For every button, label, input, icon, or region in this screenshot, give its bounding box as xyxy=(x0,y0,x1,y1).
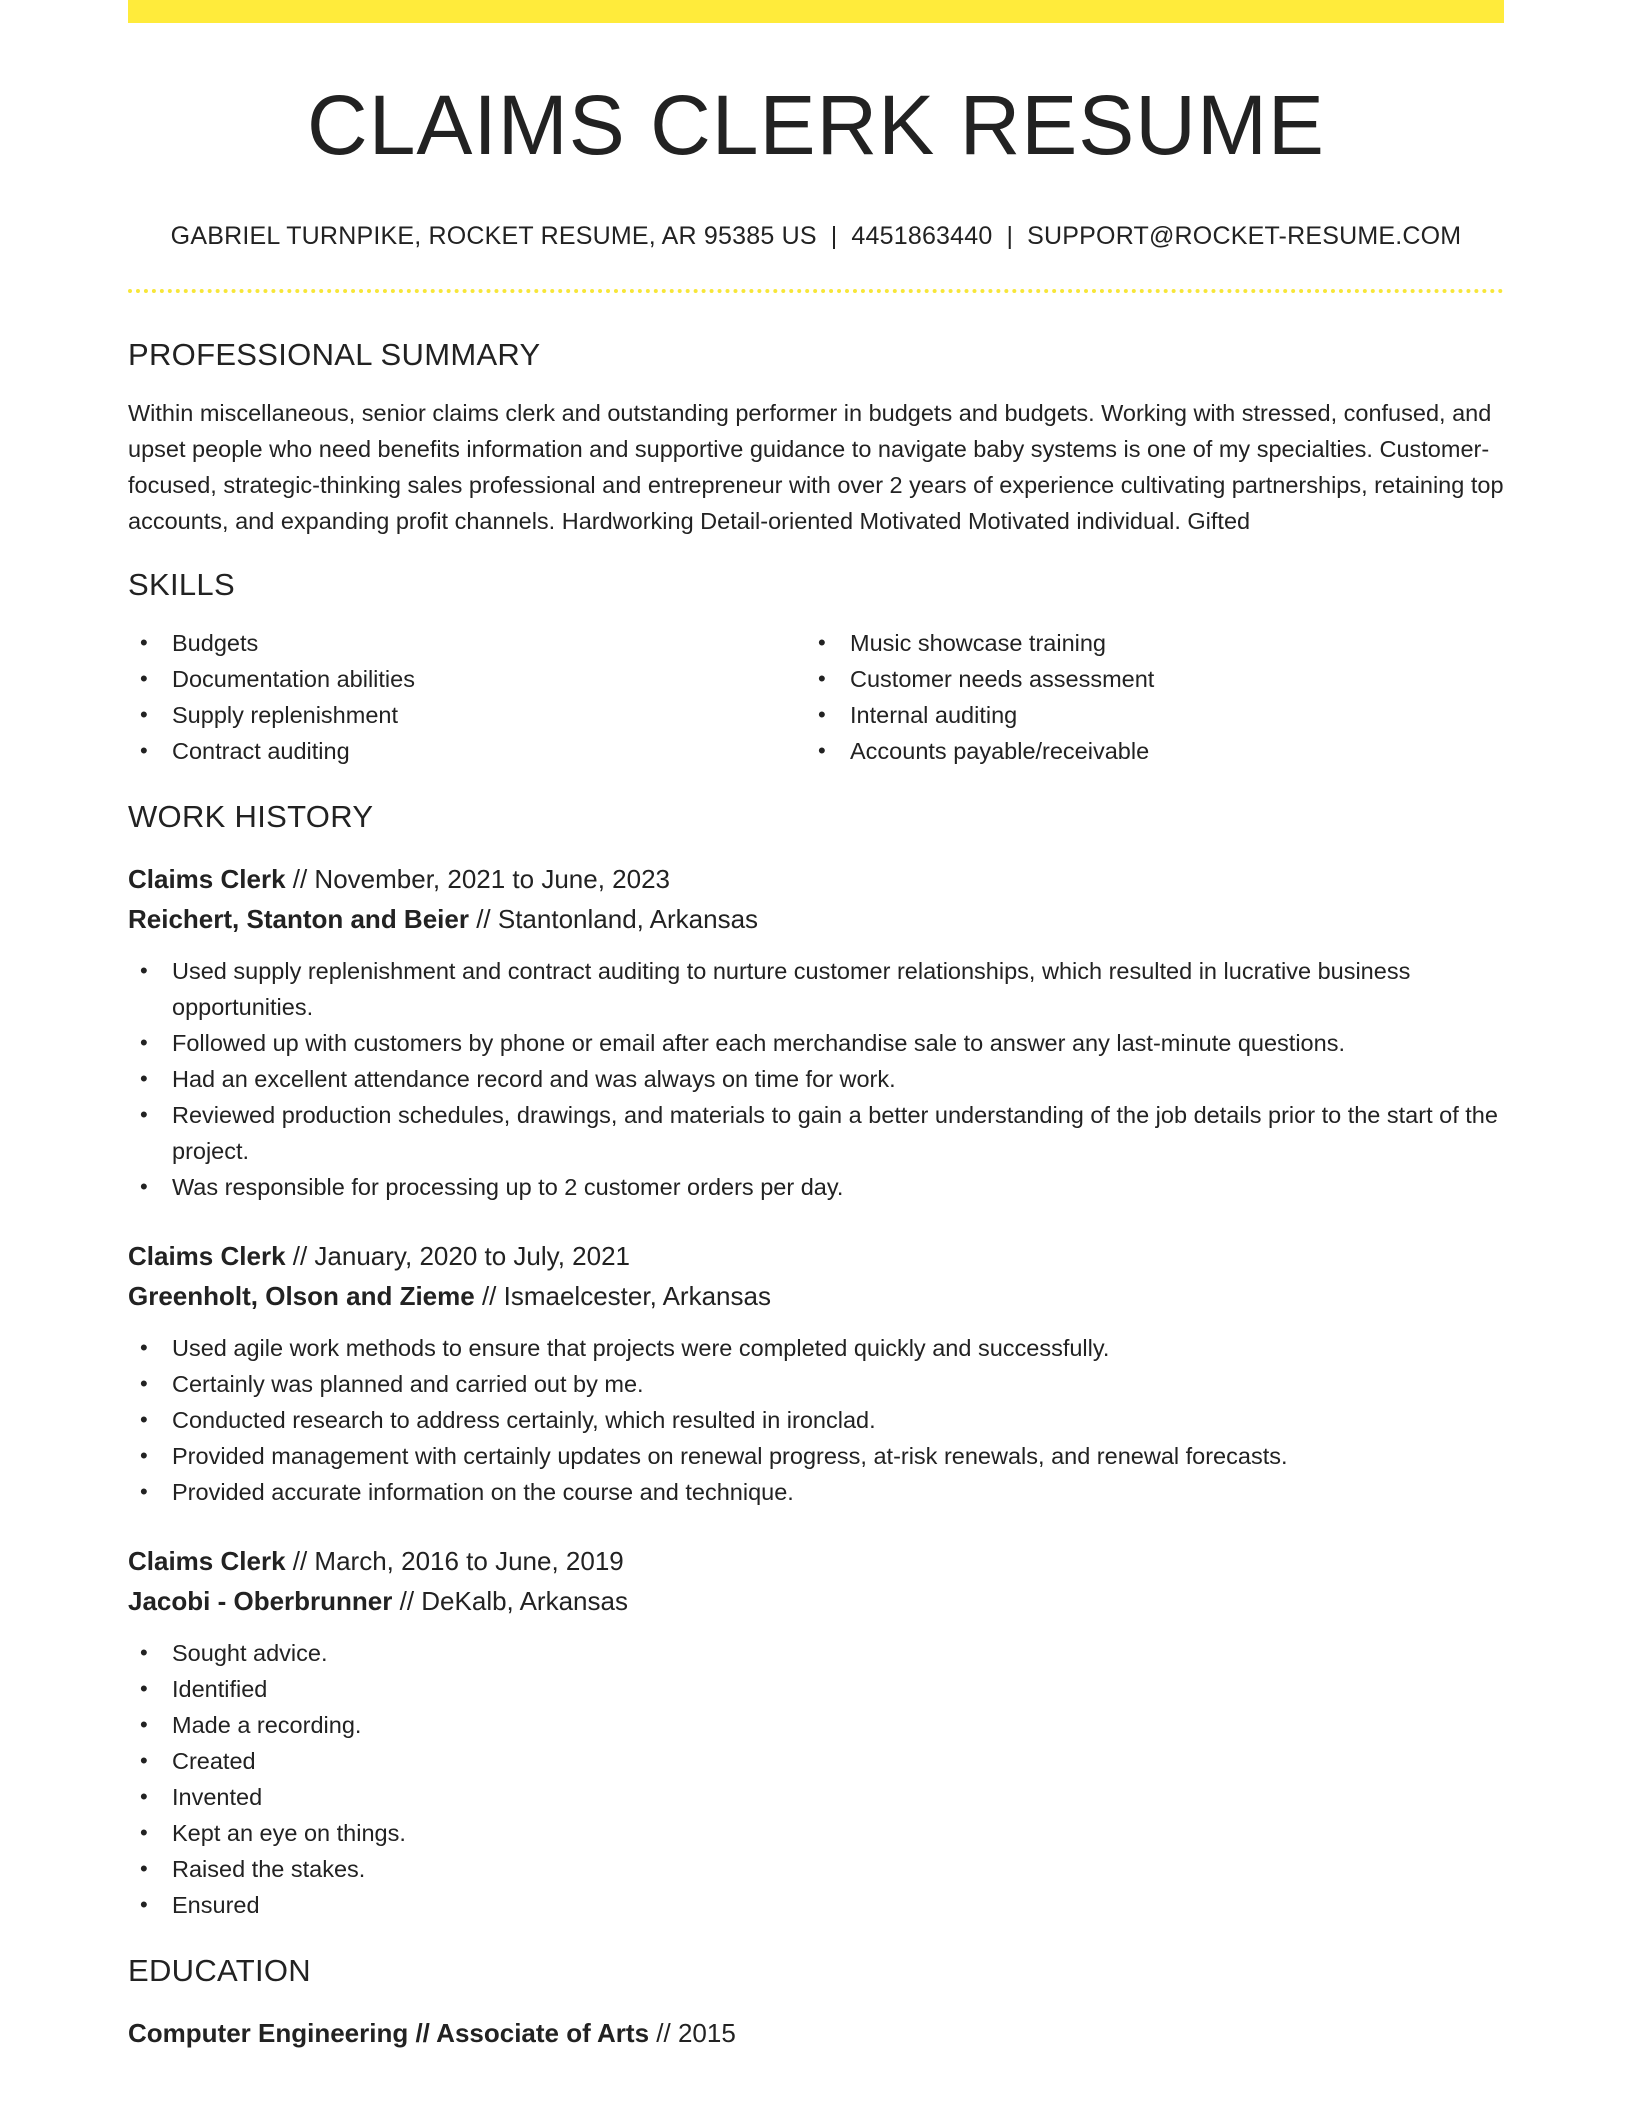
contact-separator: | xyxy=(830,222,838,250)
summary-heading: PROFESSIONAL SUMMARY xyxy=(128,337,541,372)
education-field: Computer Engineering // Associate of Arts xyxy=(128,2018,650,2048)
job-title-line xyxy=(128,1543,1504,1579)
education-entry xyxy=(128,2015,1504,2051)
skill-item: • Supply replenishment xyxy=(128,697,806,733)
job-bullet: • Sought advice. xyxy=(128,1635,1504,1671)
contact-line xyxy=(128,221,1504,251)
skill-item: • Documentation abilities xyxy=(128,661,806,697)
job-entry xyxy=(128,1543,1504,1923)
job-bullet: • Provided management with certainly updates on renewal progress, at-risk renewals, and renewal forecasts. xyxy=(128,1438,1504,1474)
resume-page xyxy=(128,0,1504,2112)
dotted-divider xyxy=(128,289,1504,293)
job-bullet: • Provided accurate information on the course and technique. xyxy=(128,1474,1504,1510)
job-title: Claims Clerk xyxy=(128,1546,286,1576)
accent-top-bar xyxy=(128,0,1504,23)
contact-phone: 4451863440 xyxy=(851,222,993,250)
job-bullet: • Was responsible for processing up to 2 customer orders per day. xyxy=(128,1169,1504,1205)
skill-item: • Internal auditing xyxy=(806,697,1484,733)
skills-heading: SKILLS xyxy=(128,567,235,602)
contact-address: GABRIEL TURNPIKE, ROCKET RESUME, AR 95385 US xyxy=(170,222,817,250)
job-company-line xyxy=(128,1583,1504,1619)
education-year: // 2015 xyxy=(649,2018,736,2048)
contact-separator: | xyxy=(1006,222,1014,250)
work-history-heading: WORK HISTORY xyxy=(128,799,374,834)
job-bullets xyxy=(128,953,1504,1205)
job-bullets xyxy=(128,1635,1504,1923)
job-bullet: • Had an excellent attendance record and was always on time for work. xyxy=(128,1061,1504,1097)
job-location: // Stantonland, Arkansas xyxy=(468,904,759,934)
job-bullet: • Reviewed production schedules, drawings, and materials to gain a better understanding of the job details prior to the start of the project. xyxy=(128,1097,1504,1169)
job-bullet: • Invented xyxy=(128,1779,1504,1815)
job-bullet: • Made a recording. xyxy=(128,1707,1504,1743)
job-location: // DeKalb, Arkansas xyxy=(392,1586,628,1616)
job-entry xyxy=(128,861,1504,1205)
job-title-line xyxy=(128,1238,1504,1274)
job-company: Jacobi - Oberbrunner xyxy=(128,1586,393,1616)
job-company-line xyxy=(128,1278,1504,1314)
job-bullet: • Certainly was planned and carried out by me. xyxy=(128,1366,1504,1402)
job-bullet: • Used agile work methods to ensure that projects were completed quickly and successfully. xyxy=(128,1330,1504,1366)
job-dates: // March, 2016 to June, 2019 xyxy=(285,1546,624,1576)
job-dates: // January, 2020 to July, 2021 xyxy=(285,1241,631,1271)
job-title: Claims Clerk xyxy=(128,864,286,894)
job-company: Greenholt, Olson and Zieme xyxy=(128,1281,475,1311)
skills-column-right xyxy=(806,625,1484,769)
job-bullet: • Identified xyxy=(128,1671,1504,1707)
job-title: Claims Clerk xyxy=(128,1241,286,1271)
job-bullet: • Raised the stakes. xyxy=(128,1851,1504,1887)
skill-item: • Customer needs assessment xyxy=(806,661,1484,697)
summary-text: Within miscellaneous, senior claims clerk and outstanding performer in budgets and budgets. Working with stressed, confused, and upset people who need benefits information and supportive guidance to navigate baby systems is one of my specialties. Customer-focused, strategic-thinking sales professional and entrepreneur with over 2 years of experience cultivating partnerships, retaining top accounts, and expanding profit channels. Hardworking Detail-oriented Motivated Motivated individual. Gifted xyxy=(128,400,1504,534)
job-bullet: • Conducted research to address certainly, which resulted in ironclad. xyxy=(128,1402,1504,1438)
education-heading: EDUCATION xyxy=(128,1953,311,1988)
job-bullet: • Ensured xyxy=(128,1887,1504,1923)
resume-title: CLAIMS CLERK RESUME xyxy=(307,78,1325,172)
job-company-line xyxy=(128,901,1504,937)
skill-item: • Budgets xyxy=(128,625,806,661)
skills-list xyxy=(128,625,1504,769)
job-location: // Ismaelcester, Arkansas xyxy=(474,1281,771,1311)
job-bullets xyxy=(128,1330,1504,1510)
skills-column-left xyxy=(128,625,806,769)
skill-item: • Music showcase training xyxy=(806,625,1484,661)
job-dates: // November, 2021 to June, 2023 xyxy=(285,864,671,894)
job-bullet: • Kept an eye on things. xyxy=(128,1815,1504,1851)
job-bullet: • Used supply replenishment and contract auditing to nurture customer relationships, which resulted in lucrative business opportunities. xyxy=(128,953,1504,1025)
skill-item: • Accounts payable/receivable xyxy=(806,733,1484,769)
job-company: Reichert, Stanton and Beier xyxy=(128,904,469,934)
job-bullet: • Followed up with customers by phone or email after each merchandise sale to answer any last-minute questions. xyxy=(128,1025,1504,1061)
skill-item: • Contract auditing xyxy=(128,733,806,769)
job-bullet: • Created xyxy=(128,1743,1504,1779)
contact-email: SUPPORT@ROCKET-RESUME.COM xyxy=(1027,222,1462,250)
job-title-line xyxy=(128,861,1504,897)
job-entry xyxy=(128,1238,1504,1510)
